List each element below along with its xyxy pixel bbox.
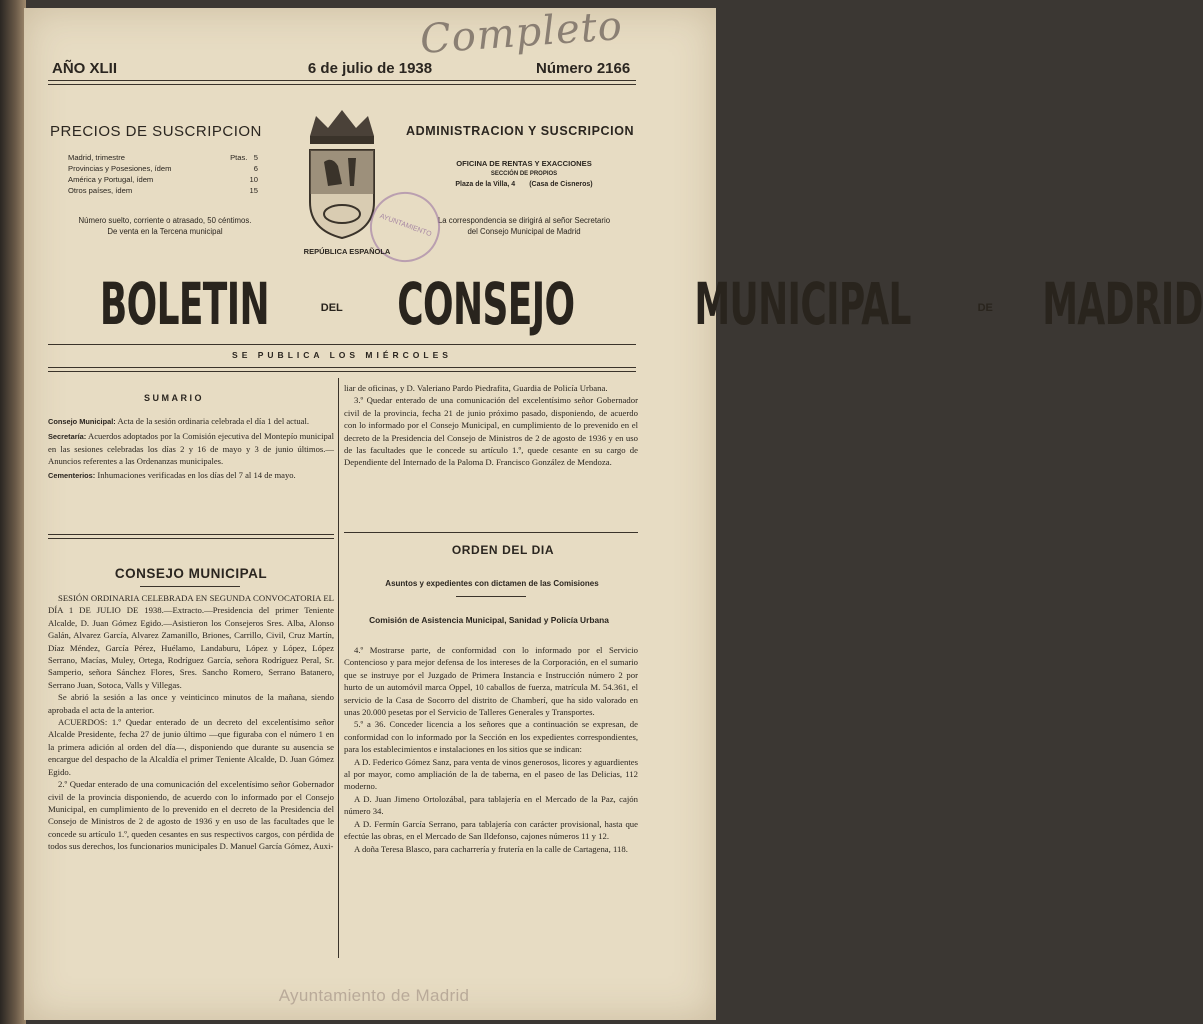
price-note: Número suelto, corriente o atrasado, 50 céntimos. De venta en la Tercena municipal [78,216,252,236]
admin-block: OFICINA DE RENTAS Y EXACCIONES SECCIÓN DE PROPIOS Plaza de la Villa, 4 (Casa de Cisneros) [455,159,593,188]
price-row: Madrid, trimestre Ptas. 5 [68,153,258,162]
orden-title: ORDEN DEL DIA [451,543,555,557]
orden-rule [456,596,526,597]
library-stamp: AYUNTAMIENTO [360,182,450,272]
newspaper-page [24,2,1203,1020]
orden-body: 4.º Mostrarse parte, de conformidad con lo informado por el Servicio Contencioso y para mejor defensa de los intereses de la Corporación, en el sumario que se instruye por el Juzgado de Primera Instancia e Instrucción número 2 por hurto de un automóvil marca Oppel, 10 caballos de fuerza, matrícula M. 54.361, el servicio de la Casa de Socorro del distrito de Chamberí, que ha sido valorado en unas 20.000 pesetas por el Servicio de Talleres Generales y Transportes. 5.º a 36. Conceder licencia a los señores que a continuación se expresan, de conformidad con lo informado por la Sección en los expedientes correspondientes, para los establecimientos e instalaciones en los sitios que se indican: A D. Federico Gómez Sanz, para venta de vinos generosos, licores y aguardientes al por mayor, como ampliación de la de taberna, en el paseo de las Delicias, 112 moderno. A D. Juan Jimeno Ortolozábal, para tablajería en el Mercado de la Paz, cajón número 34. A D. Fermín García Serrano, para tablajería con carácter provisional, hasta que efectúe las obras, en el Mercado de San Ildefonso, cajones números 11 y 12. A doña Teresa Blasco, para cacharrería y frutería en la calle de Cartagena, 118. [344,645,638,854]
masthead-title: BOLETIN DEL CONSEJO MUNICIPAL DE MADRID [99,270,1203,338]
comision-title: Comisión de Asistencia Municipal, Sanidad y Policía Urbana [369,615,609,625]
issue-date: 6 de julio de 1938 [307,60,433,77]
consejo-title: CONSEJO MUNICIPAL [114,566,268,581]
price-row: Otros países, ídem 15 [68,186,258,195]
header-rule [48,80,636,85]
sumario-item: Cementerios: Inhumaciones verificadas en los días del 7 al 14 de mayo. [48,470,296,480]
sumario-list [48,415,334,482]
book-spine [0,0,26,1024]
price-row: Provincias y Posesiones, ídem 6 [68,164,258,173]
price-row: América y Portugal, ídem 10 [68,175,258,184]
price-list [68,152,258,196]
sumario-title: SUMARIO [144,393,204,403]
consejo-rule [140,586,240,587]
consejo-body: SESIÓN ORDINARIA CELEBRADA EN SEGUNDA CONVOCATORIA EL DÍA 1 DE JULIO DE 1938.—Extracto.—Presidencia del primer Teniente Alcalde, D. Juan Gómez Egido.—Asistieron los Consejeros Sres. Alba, Alonso Galán, Alvarez García, Alvarez Zamanillo, Briones, Carrillo, Civil, Cruz Martín, Díaz Méndez, García Pérez, Huélamo, Landaburu, López y López, López Serrano, Macías, Muley, Ortega, Rodríguez García, señora Rodríguez Peral, Sr. Samperio, señora Sánchez Flores, Sres. Sancho Romero, Serrano Batanero, Serrano Juan, Sotoca, Valls y Villegas. Se abrió la sesión a las once y veinticinco minutos de la mañana, siendo aprobada el acta de la anterior. ACUERDOS: 1.º Quedar enterado de un decreto del excelentísimo señor Alcalde Presidente, fecha 27 de junio último —que figuraba con el número 1 en la primera adición al orden del día—, disponiendo que durante su ausencia se encargue del despacho de la Alcaldía el primer Teniente Alcalde, D. Juan Gómez Egido. 2.º Quedar enterado de una comunicación del excelentísimo señor Gobernador civil de la provincia disponiendo, de acuerdo con lo informado por el Consejo Municipal, en cumplimiento de lo prevenido en el decreto de la Presidencia del Consejo de Ministros de 2 de agosto de 1936 y en uso de las facultades que le concede su artículo 1.º, queden cesantes en sus respectivos cargos, con pérdida de todos sus derechos, los funcionarios municipales D. Manuel García Gómez, Auxi- [48,593,334,852]
admin-title: ADMINISTRACION Y SUSCRIPCION [406,124,635,138]
precios-title: PRECIOS DE SUSCRIPCION [50,123,262,140]
issue-year: AÑO XLII [52,60,118,77]
masthead-rule-bottom [48,367,636,372]
masthead-rule [48,344,636,345]
orden-subtitle: Asuntos y expedientes con dictamen de las Comisiones [385,579,599,588]
handwritten-note: Completo [418,2,625,64]
column-divider [338,378,339,958]
correspondence-note: La correspondencia se dirigirá al señor Secretario del Consejo Municipal de Madrid [437,216,611,236]
footer-watermark: Ayuntamiento de Madrid [278,986,470,1005]
sumario-item: Consejo Municipal: Acta de la sesión ordinaria celebrada el día 1 del actual. [48,416,310,426]
issue-number: Número 2166 [536,60,631,77]
orden-rule-top [344,532,638,533]
sumario-rule [48,534,334,539]
right-column-top: liar de oficinas, y D. Valeriano Pardo Piedrafita, Guardia de Policía Urbana. 3.º Quedar enterado de una comunicación del excelentísimo señor Gobernador civil de la provincia, fecha 21 de junio próximo pasado, disponiendo, de acuerdo con lo informado por el Consejo Municipal, en cumplimiento de lo prevenido en el decreto de la Presidencia del Consejo de Ministros de 2 de agosto de 1936 y en uso de las facultades que le concede su artículo 1.º, quede cesante en su cargo de Dependiente del Internado de la Paloma D. Francisco González de Mendoza. [344,383,638,468]
publication-frequency: SE PUBLICA LOS MIÉRCOLES [232,350,452,360]
republica-label: REPÚBLICA ESPAÑOLA [303,247,391,256]
sumario-item: Secretaría: Acuerdos adoptados por la Comisión ejecutiva del Montepío municipal en las sesiones celebradas los días 2 y 16 de mayo y 3 de junio últimos.—Anuncios referentes a las Ordenanzas municipales. [48,431,334,466]
